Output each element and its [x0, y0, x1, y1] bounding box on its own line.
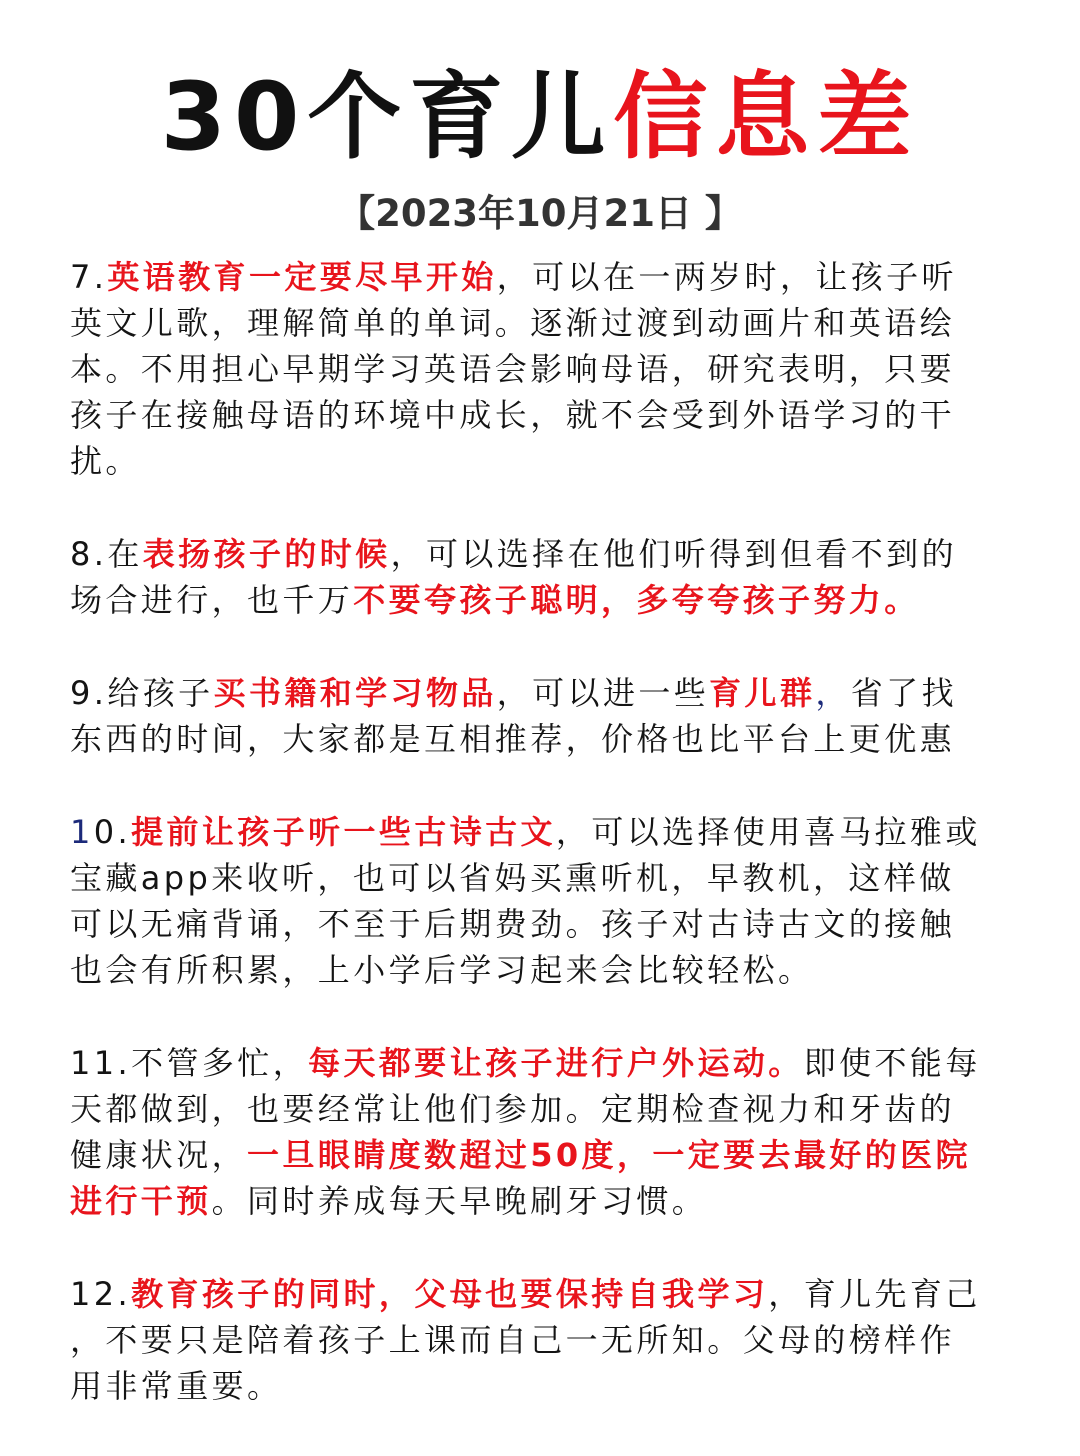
tip-line — [70, 1040, 1030, 1086]
highlight-text: 表扬孩子的时候 — [142, 535, 391, 573]
body-text: 健康状况， — [70, 1136, 248, 1174]
tip-line — [70, 300, 1030, 346]
tip-number: 12. — [70, 1275, 132, 1313]
body-text: ，可以进一些 — [496, 674, 710, 712]
body-text: 0. — [93, 813, 132, 851]
tip-item — [70, 809, 1030, 993]
tip-line — [70, 531, 1030, 577]
tip-line — [70, 346, 1030, 392]
body-text: 本。不用担心早期学习英语会影响母语，研究表明，只要 — [70, 350, 956, 388]
highlight-text: 每天都要让孩子进行户外运动。 — [308, 1044, 804, 1082]
tip-line — [70, 809, 1030, 855]
body-text: 。同时养成每天早晚刷牙习惯。 — [211, 1182, 708, 1220]
body-text: 东西的时间，大家都是互相推荐，价格也比平台上更优惠 — [70, 720, 956, 758]
tip-number: 7. — [70, 258, 108, 296]
body-text: ，可以在一两岁时，让孩子听 — [496, 258, 957, 296]
tip-line — [70, 716, 1030, 762]
tip-line — [70, 901, 1030, 947]
tip-item — [70, 531, 1030, 623]
body-text: 天都做到，也要经常让他们参加。定期检查视力和牙齿的 — [70, 1090, 956, 1128]
highlight-text: 教育孩子的同时，父母也要保持自我学习 — [131, 1275, 769, 1313]
tip-item — [70, 254, 1030, 484]
body-text: 孩子在接触母语的环境中成长，就不会受到外语学习的干 — [70, 396, 956, 434]
tip-item — [70, 670, 1030, 762]
body-text: 场合进行，也千万 — [70, 581, 354, 619]
body-text: 不管多忙， — [131, 1044, 309, 1082]
highlight-text: 提前让孩子听一些古诗古文 — [131, 813, 556, 851]
tips-list — [70, 254, 1030, 1456]
tip-number: 8. — [70, 535, 108, 573]
tip-item — [70, 1040, 1030, 1224]
body-text: ，可以选择在他们听得到但看不到的 — [390, 535, 957, 573]
tip-number: 11. — [70, 1044, 132, 1082]
tip-line — [70, 1086, 1030, 1132]
tip-line — [70, 670, 1030, 716]
highlight-text: 英语教育一定要尽早开始 — [107, 258, 497, 296]
tip-line — [70, 1132, 1030, 1178]
title-red-part: 信息差 — [613, 63, 920, 172]
body-text: 扰。 — [70, 442, 141, 480]
body-text: 宝藏app来收听，也可以省妈买熏听机，早教机，这样做 — [70, 859, 955, 897]
body-text: 也会有所积累，上小学后学习起来会比较轻松。 — [70, 951, 814, 989]
body-text: ， — [815, 674, 851, 712]
tip-number: 9. — [70, 674, 108, 712]
tip-line — [70, 1178, 1030, 1224]
body-text: ，不要只是陪着孩子上课而自己一无所知。父母的榜样作 — [70, 1321, 956, 1359]
tip-line — [70, 1363, 1030, 1409]
page-title — [0, 58, 1080, 178]
tip-line — [70, 254, 1030, 300]
body-text: ，可以选择使用喜马拉雅或 — [555, 813, 981, 851]
tip-line — [70, 392, 1030, 438]
tip-line — [70, 438, 1030, 484]
body-text: 即使不能每 — [803, 1044, 981, 1082]
highlight-text: 育儿群 — [709, 674, 816, 712]
body-text: 在 — [107, 535, 143, 573]
highlight-text: 进行干预 — [70, 1182, 212, 1220]
body-text: 可以无痛背诵，不至于后期费劲。孩子对古诗古文的接触 — [70, 905, 956, 943]
highlight-text: 买书籍和学习物品 — [213, 674, 497, 712]
tip-line — [70, 1271, 1030, 1317]
body-text: 1 — [70, 813, 94, 851]
date-label: 【2023年10月21日 】 — [338, 192, 742, 235]
highlight-text: 一旦眼睛度数超过50度，一定要去最好的医院 — [247, 1136, 971, 1174]
tip-line — [70, 1317, 1030, 1363]
body-text: ，育儿先育己 — [768, 1275, 981, 1313]
title-black-part: 30个育儿 — [160, 63, 614, 172]
body-text: 给孩子 — [107, 674, 214, 712]
tip-item — [70, 1271, 1030, 1409]
tip-line — [70, 577, 1030, 623]
tip-line — [70, 855, 1030, 901]
body-text: 省了找 — [850, 674, 957, 712]
body-text: 英文儿歌，理解简单的单词。逐渐过渡到动画片和英语绘 — [70, 304, 956, 342]
highlight-text: 不要夸孩子聪明，多夸夸孩子努力。 — [353, 581, 920, 619]
tip-line — [70, 947, 1030, 993]
body-text: 用非常重要。 — [70, 1367, 283, 1405]
